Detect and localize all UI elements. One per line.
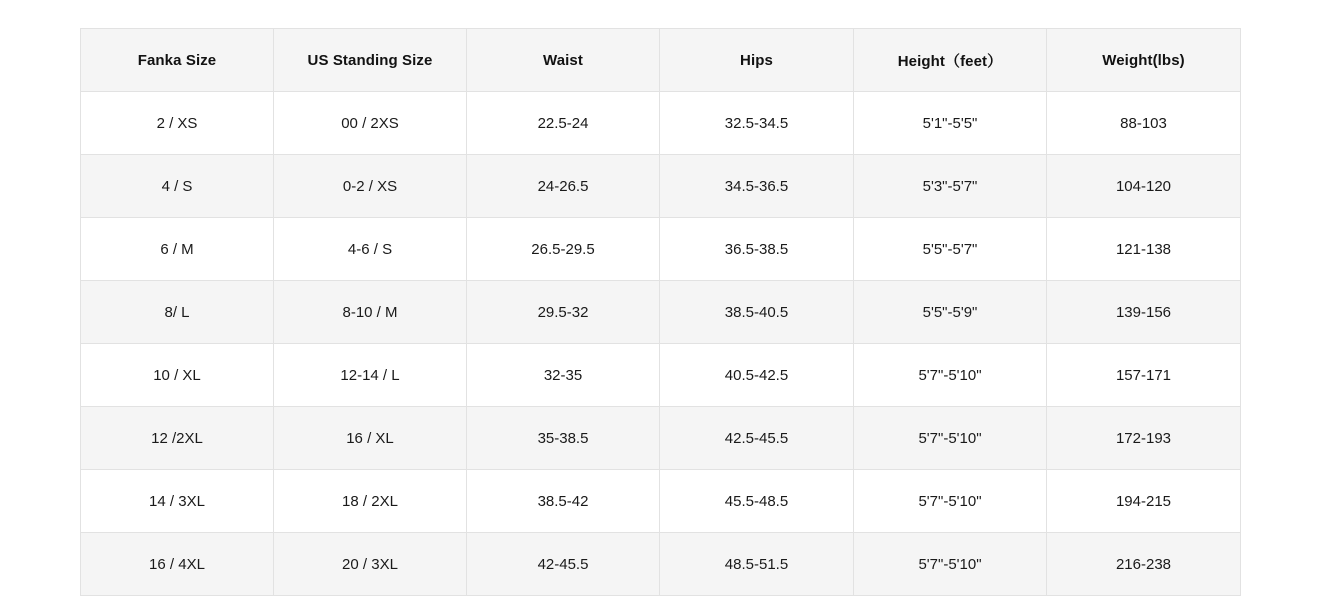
cell-fanka-size: 16 / 4XL	[81, 533, 274, 596]
cell-weight: 121-138	[1047, 218, 1241, 281]
cell-hips: 40.5-42.5	[660, 344, 854, 407]
cell-weight: 216-238	[1047, 533, 1241, 596]
cell-waist: 32-35	[467, 344, 660, 407]
cell-waist: 22.5-24	[467, 92, 660, 155]
cell-us-standing-size: 8-10 / M	[274, 281, 467, 344]
cell-height: 5'3"-5'7"	[854, 155, 1047, 218]
cell-waist: 26.5-29.5	[467, 218, 660, 281]
cell-fanka-size: 4 / S	[81, 155, 274, 218]
column-header-us-standing-size: US Standing Size	[274, 29, 467, 92]
cell-weight: 104-120	[1047, 155, 1241, 218]
cell-height: 5'1"-5'5"	[854, 92, 1047, 155]
table-row	[81, 281, 1241, 344]
table-row	[81, 344, 1241, 407]
cell-weight: 139-156	[1047, 281, 1241, 344]
cell-hips: 36.5-38.5	[660, 218, 854, 281]
column-header-weight: Weight(lbs)	[1047, 29, 1241, 92]
table-header-row	[81, 29, 1241, 92]
cell-hips: 32.5-34.5	[660, 92, 854, 155]
cell-height: 5'7"-5'10"	[854, 407, 1047, 470]
cell-height: 5'7"-5'10"	[854, 344, 1047, 407]
cell-fanka-size: 14 / 3XL	[81, 470, 274, 533]
cell-us-standing-size: 0-2 / XS	[274, 155, 467, 218]
column-header-waist: Waist	[467, 29, 660, 92]
table-row	[81, 155, 1241, 218]
cell-weight: 88-103	[1047, 92, 1241, 155]
cell-height: 5'7"-5'10"	[854, 470, 1047, 533]
cell-fanka-size: 8/ L	[81, 281, 274, 344]
column-header-fanka-size: Fanka Size	[81, 29, 274, 92]
size-chart-table	[80, 28, 1241, 596]
column-header-height: Height（feet）	[854, 29, 1047, 92]
table-row	[81, 470, 1241, 533]
column-header-hips: Hips	[660, 29, 854, 92]
table-row	[81, 218, 1241, 281]
cell-us-standing-size: 16 / XL	[274, 407, 467, 470]
cell-waist: 35-38.5	[467, 407, 660, 470]
cell-hips: 34.5-36.5	[660, 155, 854, 218]
cell-hips: 45.5-48.5	[660, 470, 854, 533]
cell-fanka-size: 2 / XS	[81, 92, 274, 155]
cell-height: 5'7"-5'10"	[854, 533, 1047, 596]
cell-waist: 38.5-42	[467, 470, 660, 533]
cell-hips: 42.5-45.5	[660, 407, 854, 470]
table-header	[81, 29, 1241, 92]
cell-hips: 48.5-51.5	[660, 533, 854, 596]
table-row	[81, 407, 1241, 470]
cell-weight: 157-171	[1047, 344, 1241, 407]
cell-height: 5'5"-5'7"	[854, 218, 1047, 281]
cell-fanka-size: 12 /2XL	[81, 407, 274, 470]
cell-weight: 172-193	[1047, 407, 1241, 470]
cell-us-standing-size: 4-6 / S	[274, 218, 467, 281]
table-row	[81, 92, 1241, 155]
cell-fanka-size: 6 / M	[81, 218, 274, 281]
cell-height: 5'5"-5'9"	[854, 281, 1047, 344]
cell-us-standing-size: 12-14 / L	[274, 344, 467, 407]
cell-us-standing-size: 00 / 2XS	[274, 92, 467, 155]
cell-us-standing-size: 18 / 2XL	[274, 470, 467, 533]
cell-us-standing-size: 20 / 3XL	[274, 533, 467, 596]
cell-fanka-size: 10 / XL	[81, 344, 274, 407]
cell-waist: 29.5-32	[467, 281, 660, 344]
cell-waist: 24-26.5	[467, 155, 660, 218]
table-body	[81, 92, 1241, 596]
cell-weight: 194-215	[1047, 470, 1241, 533]
cell-hips: 38.5-40.5	[660, 281, 854, 344]
cell-waist: 42-45.5	[467, 533, 660, 596]
table-row	[81, 533, 1241, 596]
